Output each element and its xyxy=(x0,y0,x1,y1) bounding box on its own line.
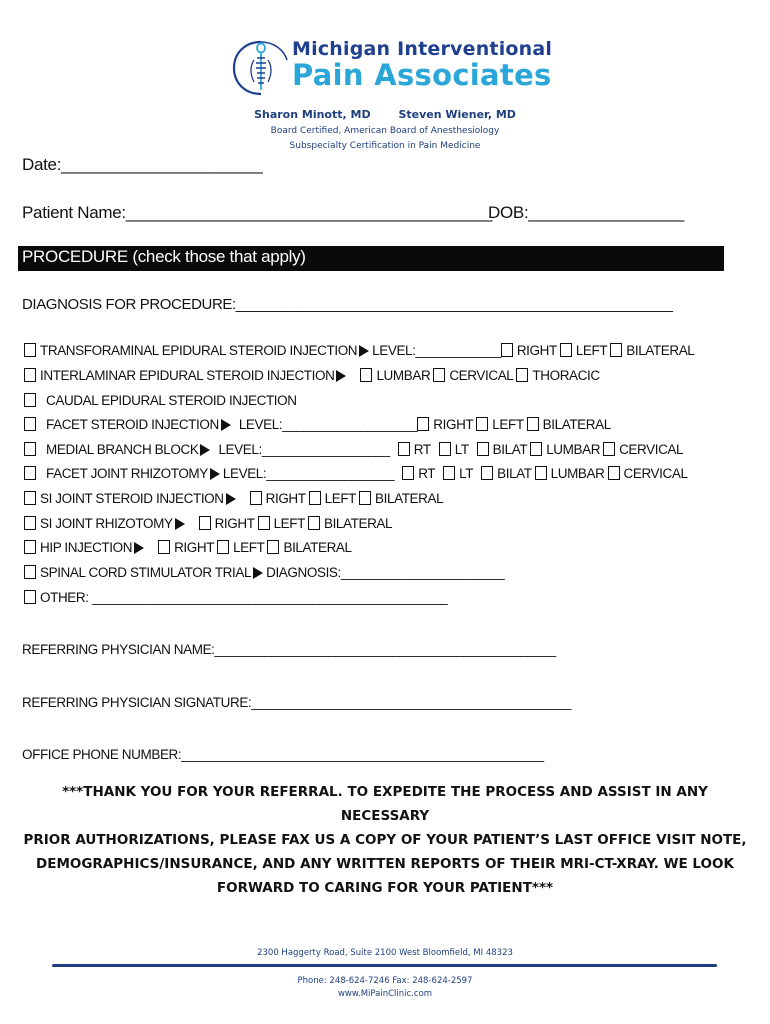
subspecialty-certification: Subspecialty Certification in Pain Medicine xyxy=(289,141,481,151)
option-left: LEFT xyxy=(575,343,608,358)
checkbox-icon[interactable] xyxy=(24,417,36,431)
option-lumbar: LUMBAR xyxy=(376,368,431,383)
footer-phone-fax: Phone: 248-624-7246 Fax: 248-624-2597 xyxy=(297,976,473,986)
option-bilateral: BILATERAL xyxy=(323,516,393,531)
other-field[interactable]: OTHER: __________________________________________________ xyxy=(40,590,448,605)
procedure-label: INTERLAMINAR EPIDURAL STEROID INJECTION xyxy=(40,368,335,383)
triangle-right-icon xyxy=(336,370,346,382)
checkbox-icon[interactable] xyxy=(530,442,542,456)
checkbox-icon[interactable] xyxy=(417,417,429,431)
referring-physician-signature-field[interactable]: REFERRING PHYSICIAN SIGNATURE:_____________________________________________ xyxy=(22,695,572,710)
procedure-row-ilesi xyxy=(24,368,600,383)
diagnosis-field[interactable]: DIAGNOSIS FOR PROCEDURE:_______________________________________________________ xyxy=(22,296,673,313)
procedure-row-scs xyxy=(24,565,504,580)
checkbox-icon[interactable] xyxy=(24,565,36,579)
option-cervical: CERVICAL xyxy=(449,368,514,383)
checkbox-icon[interactable] xyxy=(308,516,320,530)
checkbox-icon[interactable] xyxy=(398,442,410,456)
footer-address: 2300 Haggerty Road, Suite 2100 West Bloomfield, MI 48323 xyxy=(257,948,513,958)
procedure-row-si-rhizotomy xyxy=(24,516,392,531)
notice-line-3: DEMOGRAPHICS/INSURANCE, AND ANY WRITTEN REPORTS OF THEIR MRI-CT-XRAY. WE LOOK xyxy=(36,856,734,872)
checkbox-icon[interactable] xyxy=(439,442,451,456)
level-field[interactable]: LEVEL:__________________ xyxy=(218,442,390,457)
procedure-row-facet xyxy=(24,417,611,432)
procedure-header-label: PROCEDURE (check those that apply) xyxy=(22,247,306,266)
option-rt: RT xyxy=(413,442,431,457)
procedure-label: CAUDAL EPIDURAL STEROID INJECTION xyxy=(46,393,297,408)
checkbox-icon[interactable] xyxy=(217,540,229,554)
option-lumbar: LUMBAR xyxy=(546,442,601,457)
option-rt: RT xyxy=(418,466,436,481)
option-thoracic: THORACIC xyxy=(532,368,600,383)
checkbox-icon[interactable] xyxy=(610,343,622,357)
checkbox-icon[interactable] xyxy=(267,540,279,554)
option-bilat: BILAT xyxy=(492,442,528,457)
option-bilateral: BILATERAL xyxy=(375,491,444,506)
checkbox-icon[interactable] xyxy=(560,343,572,357)
option-lumbar: LUMBAR xyxy=(550,466,605,481)
checkbox-icon[interactable] xyxy=(360,368,372,382)
option-bilateral: BILATERAL xyxy=(283,540,352,555)
option-right: RIGHT xyxy=(516,343,557,358)
checkbox-icon[interactable] xyxy=(24,590,36,604)
date-field[interactable]: Date:______________________ xyxy=(22,155,263,174)
level-field[interactable]: LEVEL:___________________ xyxy=(238,417,418,432)
checkbox-icon[interactable] xyxy=(608,466,620,480)
procedure-row-caudal xyxy=(24,393,297,408)
checkbox-icon[interactable] xyxy=(158,540,170,554)
checkbox-icon[interactable] xyxy=(24,516,36,530)
checkbox-icon[interactable] xyxy=(477,442,489,456)
procedure-label: FACET STEROID INJECTION xyxy=(46,417,219,432)
option-left: LEFT xyxy=(492,417,524,432)
notice-line-4: FORWARD TO CARING FOR YOUR PATIENT*** xyxy=(216,880,554,896)
procedure-row-tfesi xyxy=(24,343,694,358)
procedure-row-rhizotomy xyxy=(24,466,688,481)
procedure-section-header xyxy=(18,246,724,271)
office-phone-field[interactable]: OFFICE PHONE NUMBER:___________________________________________________ xyxy=(22,747,544,762)
option-right: RIGHT xyxy=(174,540,215,555)
level-field[interactable]: LEVEL:__________________ xyxy=(222,466,395,481)
spine-figure-icon xyxy=(230,38,292,98)
checkbox-icon[interactable] xyxy=(199,516,211,530)
triangle-right-icon xyxy=(221,419,231,431)
triangle-right-icon xyxy=(226,493,236,505)
dob-field[interactable]: DOB:_________________ xyxy=(488,203,684,222)
triangle-right-icon xyxy=(359,345,369,357)
checkbox-icon[interactable] xyxy=(359,491,371,505)
checkbox-icon[interactable] xyxy=(24,540,36,554)
level-field[interactable]: LEVEL:____________ xyxy=(372,343,501,358)
doctor-name-1: Sharon Minott, MD xyxy=(254,108,371,121)
option-bilateral: BILATERAL xyxy=(542,417,611,432)
procedure-label: SI JOINT RHIZOTOMY xyxy=(40,516,173,531)
triangle-right-icon xyxy=(175,518,185,530)
checkbox-icon[interactable] xyxy=(24,368,36,382)
doctor-names xyxy=(0,108,770,121)
procedure-row-mbb xyxy=(24,442,683,457)
option-right: RIGHT xyxy=(214,516,255,531)
procedure-label: HIP INJECTION xyxy=(40,540,133,555)
option-cervical: CERVICAL xyxy=(623,466,688,481)
triangle-right-icon xyxy=(200,444,210,456)
notice-line-2: PRIOR AUTHORIZATIONS, PLEASE FAX US A COPY OF YOUR PATIENT’S LAST OFFICE VISIT NOTE, xyxy=(23,832,747,848)
checkbox-icon[interactable] xyxy=(24,491,36,505)
procedure-row-si-steroid xyxy=(24,491,443,506)
checkbox-icon[interactable] xyxy=(476,417,488,431)
footer-website[interactable]: www.MiPainClinic.com xyxy=(337,989,433,999)
option-bilateral: BILATERAL xyxy=(626,343,695,358)
scs-diagnosis-field[interactable]: DIAGNOSIS:_______________________ xyxy=(266,565,505,580)
checkbox-icon[interactable] xyxy=(527,417,539,431)
logo-name-line1: Michigan Interventional xyxy=(292,38,553,60)
checkbox-icon[interactable] xyxy=(402,466,414,480)
triangle-right-icon xyxy=(134,542,144,554)
checkbox-icon[interactable] xyxy=(535,466,547,480)
patient-name-field[interactable]: Patient Name:________________________________________ xyxy=(22,203,493,222)
doctor-name-2: Steven Wiener, MD xyxy=(398,108,516,121)
checkbox-icon[interactable] xyxy=(481,466,493,480)
checkbox-icon[interactable] xyxy=(250,491,262,505)
procedure-row-hip xyxy=(24,540,352,555)
notice-line-1: ***THANK YOU FOR YOUR REFERRAL. TO EXPEDITE THE PROCESS AND ASSIST IN ANY NECESSARY xyxy=(62,784,708,824)
option-left: LEFT xyxy=(324,491,357,506)
option-bilat: BILAT xyxy=(497,466,532,481)
option-cervical: CERVICAL xyxy=(619,442,684,457)
procedure-label: TRANSFORAMINAL EPIDURAL STEROID INJECTION xyxy=(40,343,358,358)
checkbox-icon[interactable] xyxy=(443,466,455,480)
option-right: RIGHT xyxy=(265,491,306,506)
option-left: LEFT xyxy=(233,540,265,555)
checkbox-icon[interactable] xyxy=(501,343,513,357)
triangle-right-icon xyxy=(210,468,220,480)
procedure-label: MEDIAL BRANCH BLOCK xyxy=(46,442,199,457)
triangle-right-icon xyxy=(253,567,263,579)
referring-physician-name-field[interactable]: REFERRING PHYSICIAN NAME:________________________________________________ xyxy=(22,642,556,657)
checkbox-icon[interactable] xyxy=(603,442,615,456)
checkbox-icon[interactable] xyxy=(24,442,36,456)
referral-notice xyxy=(0,780,770,900)
clinic-logo xyxy=(230,38,553,98)
procedure-row-other xyxy=(24,590,447,605)
option-lt: LT xyxy=(454,442,469,457)
board-certification: Board Certified, American Board of Anesthesiology xyxy=(270,126,500,136)
checkbox-icon[interactable] xyxy=(24,343,36,357)
checkbox-icon[interactable] xyxy=(24,393,36,407)
footer-divider xyxy=(52,964,717,967)
procedure-label: SPINAL CORD STIMULATOR TRIAL xyxy=(40,565,252,580)
option-lt: LT xyxy=(459,466,474,481)
option-right: RIGHT xyxy=(433,417,474,432)
logo-name-line2: Pain Associates xyxy=(292,58,552,92)
checkbox-icon[interactable] xyxy=(24,466,36,480)
checkbox-icon[interactable] xyxy=(309,491,321,505)
procedure-label: FACET JOINT RHIZOTOMY xyxy=(46,466,208,481)
procedure-label: SI JOINT STEROID INJECTION xyxy=(40,491,224,506)
checkbox-icon[interactable] xyxy=(433,368,445,382)
option-left: LEFT xyxy=(273,516,305,531)
checkbox-icon[interactable] xyxy=(516,368,528,382)
checkbox-icon[interactable] xyxy=(258,516,270,530)
